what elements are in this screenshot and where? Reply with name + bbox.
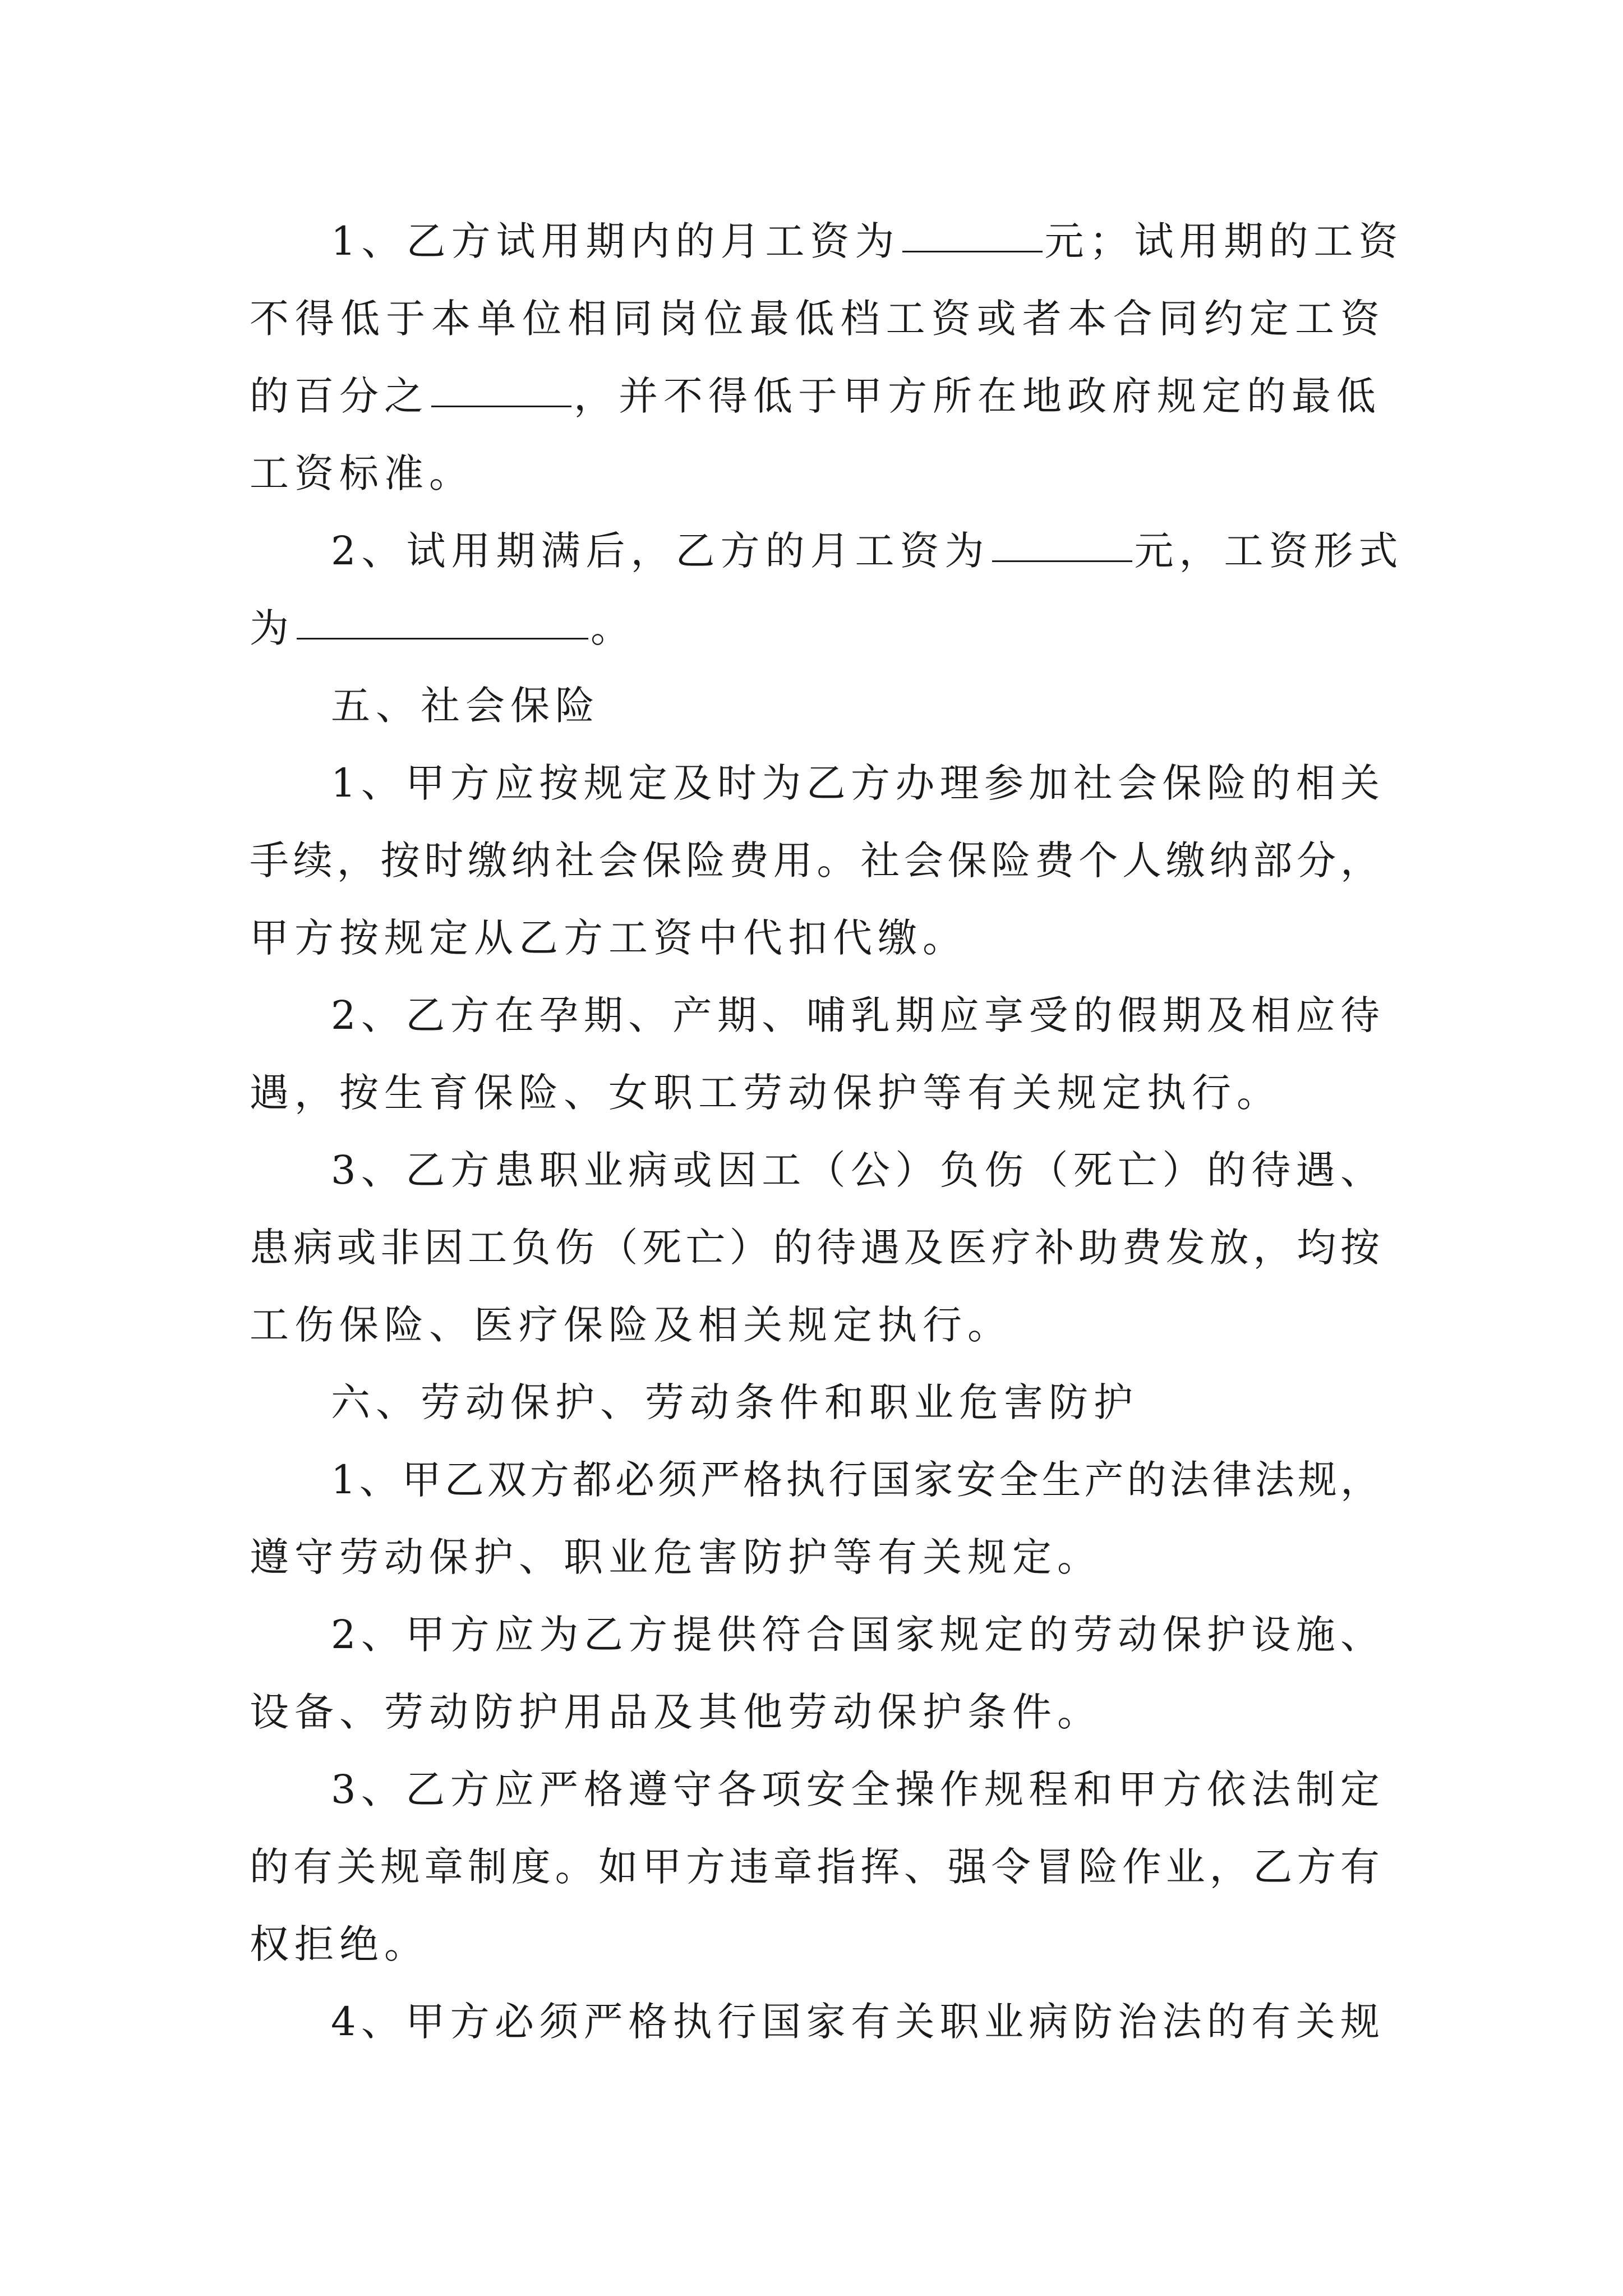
text-line: 1、乙方试用期内的月工资为 元；试用期的工资 xyxy=(250,202,1404,280)
fill-in-blank xyxy=(902,211,1043,252)
text-line: 甲方按规定从乙方工资中代扣代缴。 xyxy=(250,915,967,961)
text-line: 1、甲乙双方都必须严格执行国家安全生产的法律法规， xyxy=(331,1457,1380,1503)
text-line: 权拒绝。 xyxy=(250,1921,429,1967)
text-line: 为 。 xyxy=(250,589,635,668)
text-line: 工伤保险、医疗保险及相关规定执行。 xyxy=(250,1302,1012,1348)
text-line: 工资标准。 xyxy=(250,450,474,496)
text-line: 3、乙方患职业病或因工（公）负伤（死亡）的待遇、 xyxy=(331,1147,1380,1193)
text-line: 1、甲方应按规定及时为乙方办理参加社会保险的相关 xyxy=(331,760,1380,806)
fill-in-blank xyxy=(431,366,571,407)
section-heading: 五、社会保险 xyxy=(331,683,600,729)
text-line: 2、甲方应为乙方提供符合国家规定的劳动保护设施、 xyxy=(331,1612,1380,1658)
text-line: 的百分之 ，并不得低于甲方所在地政府规定的最低 xyxy=(250,357,1381,435)
text-line: 的有关规章制度。如甲方违章指挥、强令冒险作业，乙方有 xyxy=(250,1844,1380,1890)
section-heading: 六、劳动保护、劳动条件和职业危害防护 xyxy=(331,1379,1138,1425)
fill-in-blank xyxy=(992,521,1132,562)
text-line: 3、乙方应严格遵守各项安全操作规程和甲方依法制定 xyxy=(331,1766,1380,1812)
text-line: 遵守劳动保护、职业危害防护等有关规定。 xyxy=(250,1534,1102,1580)
text-line: 遇，按生育保险、女职工劳动保护等有关规定执行。 xyxy=(250,1070,1281,1116)
text-line: 2、试用期满后，乙方的月工资为 元，工资形式 xyxy=(250,512,1404,590)
text-line: 手续，按时缴纳社会保险费用。社会保险费个人缴纳部分， xyxy=(250,838,1380,884)
text-line: 患病或非因工负伤（死亡）的待遇及医疗补助费发放，均按 xyxy=(250,1225,1380,1271)
text-line: 2、乙方在孕期、产期、哺乳期应享受的假期及相应待 xyxy=(331,992,1380,1038)
text-line: 4、甲方必须严格执行国家有关职业病防治法的有关规 xyxy=(331,1999,1380,2045)
text-line: 不得低于本单位相同岗位最低档工资或者本合同约定工资 xyxy=(250,296,1380,342)
text-line: 设备、劳动防护用品及其他劳动保护条件。 xyxy=(250,1689,1102,1735)
fill-in-blank xyxy=(297,599,588,639)
